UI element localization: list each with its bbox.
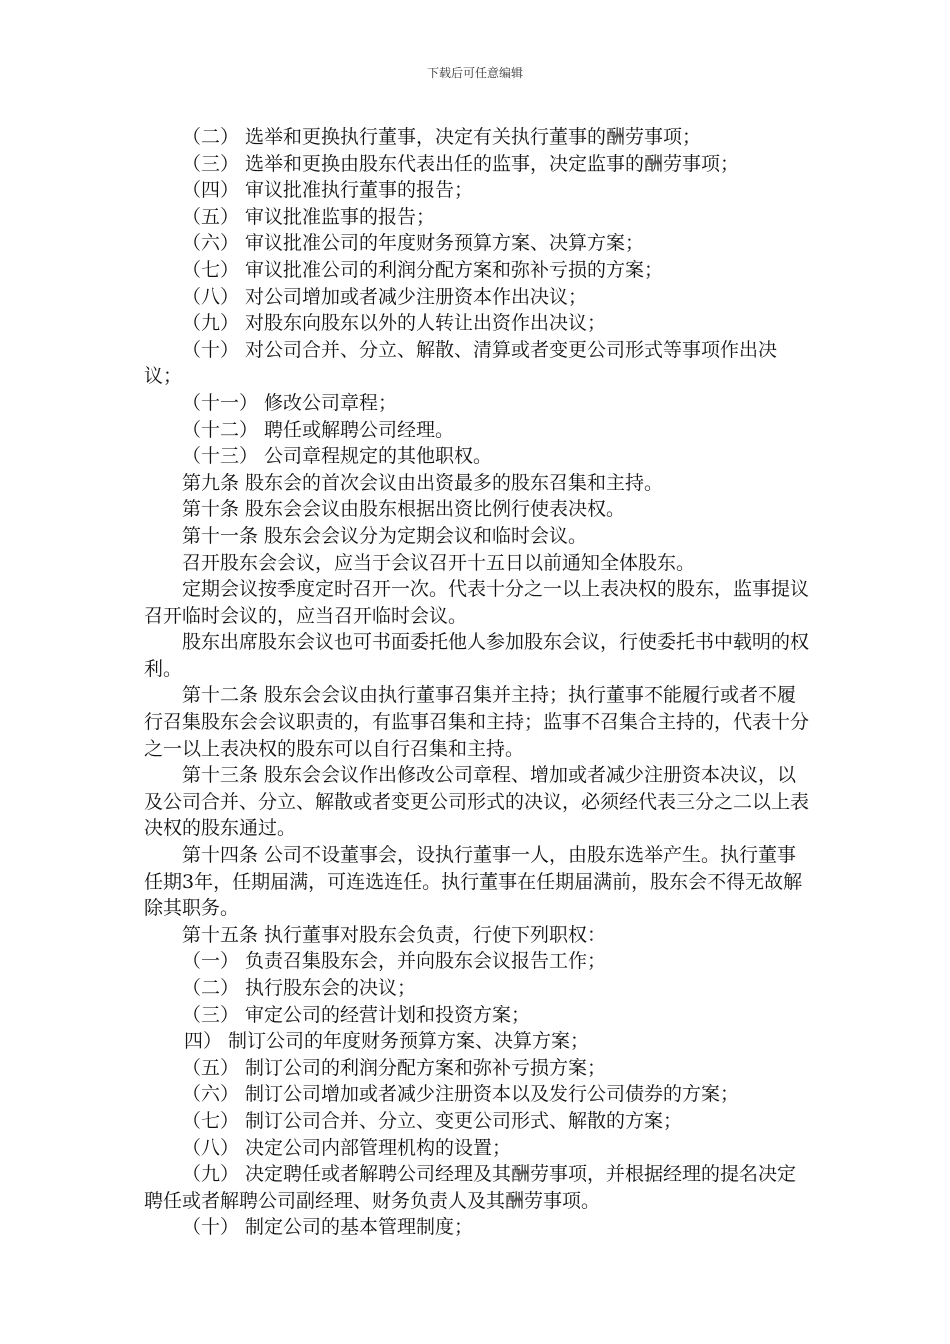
meeting-notice-paragraph: 召开股东会会议，应当于会议召开十五日以前通知全体股东。 <box>182 551 696 574</box>
proxy-attendance-paragraph: 股东出席股东会议也可书面委托他人参加股东会议，行使委托书中载明的权利。 <box>144 631 810 680</box>
clause-item-9: （九） 对股东向股东以外的人转让出资作出决议； <box>182 312 607 335</box>
page-header-note: 下载后可任意编辑 <box>426 66 523 80</box>
director-power-1: （一） 负责召集股东会，并向股东会议报告工作； <box>182 950 607 973</box>
director-power-3: （三） 审定公司的经营计划和投资方案； <box>182 1003 531 1026</box>
article-13: 第十三条 股东会会议作出修改公司章程、增加或者减少注册资本决议，以及公司合并、分立、解散或者变更公司形式的决议，必须经代表三分之二以上表决权的股东通过。 <box>144 764 810 840</box>
clause-item-2: （二） 选举和更换执行董事，决定有关执行董事的酬劳事项； <box>182 126 702 148</box>
article-11: 第十一条 股东会会议分为定期会议和临时会议。 <box>182 524 588 547</box>
clause-item-8: （八） 对公司增加或者减少注册资本作出决议； <box>182 285 588 308</box>
article-12: 第十二条 股东会会议由执行董事召集并主持；执行董事不能履行或者不履行召集股东会会议职责的，有监事召集和主持；监事不召集合主持的，代表十分之一以上表决权的股东可以自行召集和主持。 <box>144 684 810 760</box>
director-power-4: 四） 制订公司的年度财务预算方案、决算方案； <box>184 1030 590 1053</box>
clause-item-10: （十） 对公司合并、分立、解散、清算或者变更公司形式等事项作出决议； <box>144 338 778 388</box>
director-power-10: （十） 制定公司的基本管理制度； <box>182 1216 474 1239</box>
director-power-9: （九） 决定聘任或者解聘公司经理及其酬劳事项，并根据经理的提名决定聘任或者解聘公司副经理、财务负责人及其酬劳事项。 <box>144 1163 797 1212</box>
clause-item-6: （六） 审议批准公司的年度财务预算方案、决算方案； <box>182 232 645 255</box>
regular-meeting-paragraph: 定期会议按季度定时召开一次。代表十分之一以上表决权的股东，监事提议召开临时会议的，应当召开临时会议。 <box>144 578 810 627</box>
clause-item-11: （十一） 修改公司章程； <box>182 391 398 414</box>
clause-item-3: （三） 选举和更换由股东代表出任的监事，决定监事的酬劳事项； <box>182 152 740 175</box>
clause-item-12: （十二） 聘任或解聘公司经理。 <box>182 418 455 441</box>
article-15: 第十五条 执行董事对股东会负责，行使下列职权： <box>182 923 607 946</box>
article-14: 第十四条 公司不设董事会，设执行董事一人，由股东选举产生。执行董事任期3年，任期届满，可连选连任。执行董事在任期届满前，股东会不得无故解除其职务。 <box>144 844 803 920</box>
clause-item-13: （十三） 公司章程规定的其他职权。 <box>182 445 493 468</box>
article-10: 第十条 股东会会议由股东根据出资比例行使表决权。 <box>182 498 626 521</box>
document-body <box>144 124 814 1241</box>
director-power-5: （五） 制订公司的利润分配方案和弥补亏损方案； <box>182 1056 607 1079</box>
director-power-6: （六） 制订公司增加或者减少注册资本以及发行公司债券的方案； <box>182 1083 740 1106</box>
director-power-8: （八） 决定公司内部管理机构的设置； <box>182 1136 512 1159</box>
clause-item-7: （七） 审议批准公司的利润分配方案和弥补亏损的方案； <box>182 258 664 281</box>
director-power-7: （七） 制订公司合并、分立、变更公司形式、解散的方案； <box>182 1109 683 1132</box>
clause-item-4: （四） 审议批准执行董事的报告； <box>182 179 474 202</box>
article-9: 第九条 股东会的首次会议由出资最多的股东召集和主持。 <box>182 471 664 494</box>
director-power-2: （二） 执行股东会的决议； <box>182 977 417 999</box>
clause-item-5: （五） 审议批准监事的报告； <box>182 205 436 228</box>
